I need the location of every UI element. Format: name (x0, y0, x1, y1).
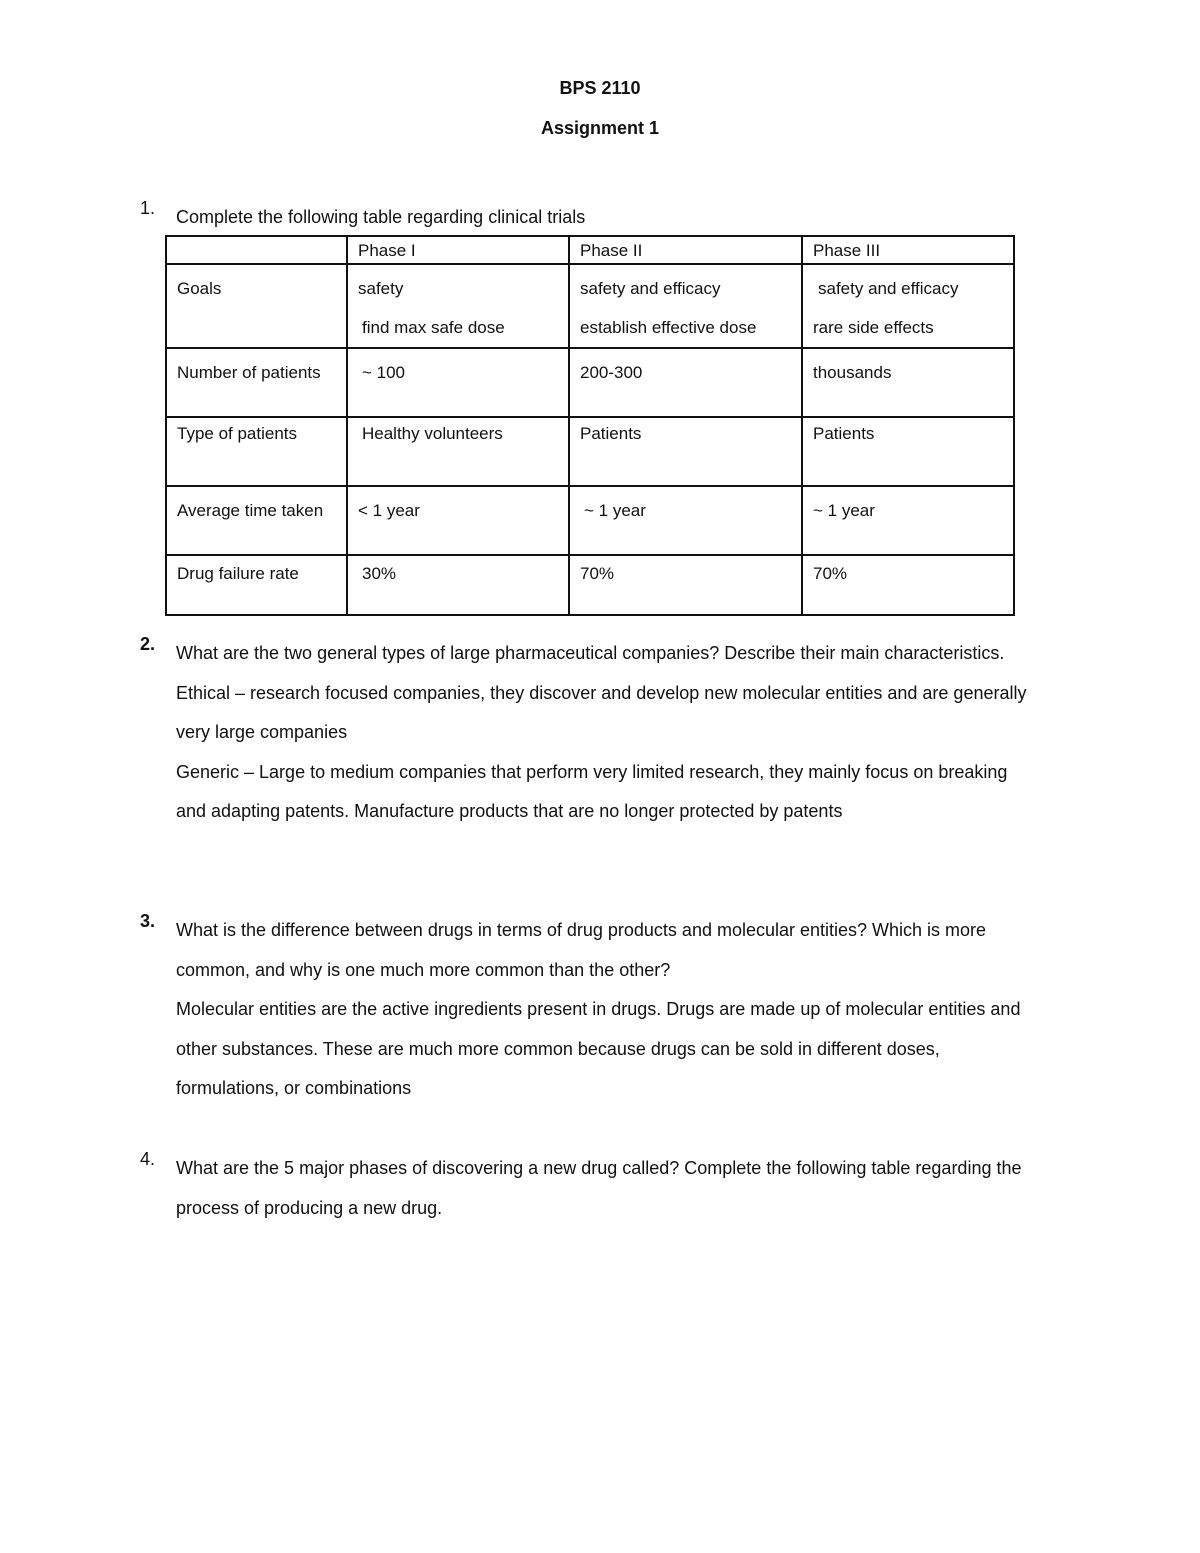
cell-line: 70% (580, 564, 615, 583)
cell-line: rare side effects (813, 318, 934, 337)
question-prompt: Complete the following table regarding clinical trials (176, 207, 586, 227)
table-header-cell: Phase II (569, 236, 802, 264)
cell-line: ~ 100 (362, 363, 406, 382)
table-cell (347, 348, 569, 417)
table-cell (802, 348, 1014, 417)
cell-line: 30% (362, 564, 397, 583)
table-cell (569, 264, 802, 348)
table-header-row (166, 236, 1014, 264)
cell-line: Healthy volunteers (362, 424, 503, 443)
answer-paragraph: Molecular entities are the active ingredients present in drugs. Drugs are made up of molecular entities and other substances. These are much more common because drugs can be sold in different doses, formulations, or combinations (176, 999, 1021, 1098)
cell-line: thousands (813, 363, 892, 382)
row-label: Type of patients (166, 417, 347, 486)
table-cell (347, 486, 569, 555)
table-cell (347, 555, 569, 615)
cell-line: ~ 1 year (813, 501, 875, 520)
answer-paragraph: Ethical – research focused companies, they discover and develop new molecular entities and are generally very large companies (176, 682, 1027, 742)
table-header-cell (166, 236, 347, 264)
cell-line: Patients (580, 424, 642, 443)
cell-line: 70% (813, 564, 848, 583)
table-cell (802, 486, 1014, 555)
cell-line: safety (358, 279, 404, 298)
cell-line: Patients (813, 424, 875, 443)
table-cell (802, 417, 1014, 486)
table-row (166, 555, 1014, 615)
cell-line: find max safe dose (362, 318, 505, 337)
answer-paragraph: Generic – Large to medium companies that perform very limited research, they mainly focus on breaking and adapting patents. Manufacture products that are no longer protected by patents (176, 761, 1008, 821)
table-header-cell: Phase III (802, 236, 1014, 264)
table-header-cell: Phase I (347, 236, 569, 264)
table-row (166, 486, 1014, 555)
table-row (166, 417, 1014, 486)
question-number: 2. (140, 634, 156, 654)
cell-line: safety and efficacy (818, 279, 959, 298)
row-label: Number of patients (166, 348, 347, 417)
table-cell (569, 486, 802, 555)
clinical-trials-table (165, 235, 1015, 616)
row-label: Goals (166, 264, 347, 348)
table-cell (569, 348, 802, 417)
table-cell (569, 417, 802, 486)
cell-line: ~ 1 year (584, 501, 646, 520)
course-code: BPS 2110 (559, 78, 641, 98)
cell-line: < 1 year (358, 501, 420, 520)
table-cell (802, 555, 1014, 615)
table-cell (347, 417, 569, 486)
question-number: 3. (140, 911, 156, 931)
question-prompt: What are the 5 major phases of discovering a new drug called? Complete the following table regarding the process of producing a new drug. (176, 1158, 1022, 1218)
assignment-title: Assignment 1 (540, 118, 660, 138)
question-number: 4. (140, 1149, 156, 1169)
row-label: Average time taken (166, 486, 347, 555)
table-row (166, 348, 1014, 417)
question-prompt: What is the difference between drugs in terms of drug products and molecular entities? Which is more common, and why is one much more common than the other? (176, 920, 987, 980)
row-label: Drug failure rate (166, 555, 347, 615)
table-cell (347, 264, 569, 348)
question-number: 1. (140, 198, 156, 218)
table-cell (569, 555, 802, 615)
question-prompt: What are the two general types of large pharmaceutical companies? Describe their main characteristics. (176, 643, 1005, 663)
table-row (166, 264, 1014, 348)
cell-line: safety and efficacy (580, 279, 721, 298)
cell-line: 200-300 (580, 363, 643, 382)
table-cell (802, 264, 1014, 348)
cell-line: establish effective dose (580, 318, 757, 337)
